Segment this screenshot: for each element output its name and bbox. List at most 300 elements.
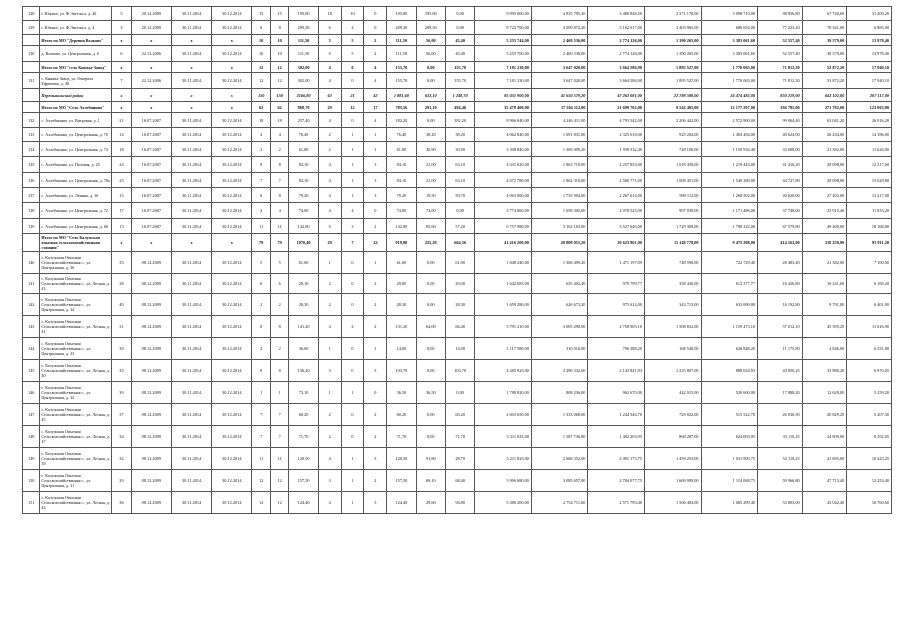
- table-row: [23, 448, 892, 470]
- table-cell: x: [212, 102, 252, 113]
- table-cell: 318 250,90: [802, 234, 847, 252]
- table-cell: 38 579,00: [802, 46, 847, 62]
- table-cell: 30.12.2014: [212, 142, 252, 157]
- table-cell: 67 740,60: [802, 7, 847, 21]
- table-cell: 1 248,70: [445, 89, 474, 102]
- table-cell: 29: [318, 234, 341, 252]
- table-cell: 7: [252, 404, 270, 426]
- table-cell: 2: [318, 274, 341, 294]
- table-cell: 1 776 065,00: [701, 62, 758, 73]
- table-cell: 7: [252, 173, 270, 188]
- table-cell: 0: [341, 274, 364, 294]
- table-cell: 3: [364, 173, 387, 188]
- table-cell: 11 616,90: [847, 316, 892, 338]
- table-cell: 2: [364, 35, 387, 46]
- table-cell: 0: [364, 21, 387, 35]
- table-cell: 520 600,00: [701, 382, 758, 404]
- table-cell: 137: [23, 188, 40, 203]
- table-row: [23, 219, 892, 234]
- table-cell: x: [131, 234, 171, 252]
- table-cell: 143: [23, 316, 40, 338]
- table-cell: 0: [341, 338, 364, 360]
- table-cell: 29,10: [289, 274, 318, 294]
- table-cell: 925 204,00: [644, 128, 701, 142]
- table-cell: 13: [112, 219, 132, 234]
- table-cell: 30.11.2014: [171, 142, 211, 157]
- table-cell: 52 872,20: [802, 62, 847, 73]
- table-cell: 103,70: [387, 360, 416, 382]
- table-cell: 30.12.2014: [212, 360, 252, 382]
- table-cell: x: [112, 234, 132, 252]
- table-cell: 5: [341, 35, 364, 46]
- table-cell: 2 668 352,00: [531, 448, 588, 470]
- table-cell: 11: [270, 448, 288, 470]
- address-cell: с. Калужская Опытная Сельскохозяйственная с., ул. Лесная, д. 43: [40, 274, 112, 294]
- table-cell: 494,46: [445, 102, 474, 113]
- table-cell: 1 268 502,00: [701, 188, 758, 203]
- table-cell: 131: [23, 73, 40, 89]
- table-cell: 1 459 253,00: [644, 448, 701, 470]
- table-cell: x: [171, 234, 211, 252]
- table-cell: 155,70: [445, 62, 474, 73]
- table-cell: 1: [341, 142, 364, 157]
- table-cell: 62: [270, 102, 288, 113]
- table-cell: 4: [318, 173, 341, 188]
- table-cell: 60,20: [387, 404, 416, 426]
- address-cell: Итого по МО "Село Калужская опытная сельскохозяйственная станция": [40, 234, 112, 252]
- table-cell: 3 162 163,00: [531, 219, 588, 234]
- table-cell: 08.12.2009: [131, 274, 171, 294]
- table-cell: 71 812,30: [758, 73, 803, 89]
- table-cell: 2: [270, 142, 288, 157]
- table-cell: 1: [252, 382, 270, 404]
- table-cell: 2: [364, 274, 387, 294]
- table-cell: 748 100,00: [644, 142, 701, 157]
- table-cell: 796 388,20: [588, 338, 645, 360]
- table-row: [23, 382, 892, 404]
- table-cell: 3: [364, 360, 387, 382]
- table-cell: 29 098,00: [802, 173, 847, 188]
- table-cell: 53 803,00: [758, 492, 803, 514]
- address-cell: г. Южное, ул. Ф.Энгельса, д. 46: [40, 7, 112, 21]
- table-cell: 0: [341, 62, 364, 73]
- table-cell: 30.12.2014: [212, 470, 252, 492]
- table-cell: 0,00: [416, 360, 445, 382]
- table-cell: 139: [23, 219, 40, 234]
- table-cell: 84,10: [289, 157, 318, 173]
- table-cell: 633,10: [416, 89, 445, 102]
- table-cell: 130: [23, 46, 40, 62]
- table-cell: 195,80: [289, 7, 318, 21]
- table-cell: [23, 62, 40, 73]
- table-cell: 31: [112, 316, 132, 338]
- table-cell: 148: [23, 426, 40, 448]
- table-cell: 2: [318, 142, 341, 157]
- table-cell: 0: [341, 360, 364, 382]
- table-cell: 1 117 580,00: [475, 338, 532, 360]
- table-cell: 12: [270, 470, 288, 492]
- table-cell: 76,40: [289, 128, 318, 142]
- table-cell: 4 509 872,20: [531, 21, 588, 35]
- table-cell: 4: [341, 203, 364, 219]
- table-cell: 3 383 061,60: [701, 46, 758, 62]
- table-cell: 111,50: [387, 46, 416, 62]
- table-cell: 4: [364, 113, 387, 128]
- table-row: [23, 157, 892, 173]
- table-cell: 5: [270, 252, 288, 274]
- table-cell: 08.12.2009: [131, 448, 171, 470]
- table-cell: 5: [341, 46, 364, 62]
- table-cell: 868,70: [289, 102, 318, 113]
- table-cell: 2: [252, 142, 270, 157]
- table-cell: 18: [252, 113, 270, 128]
- table-cell: 3 527 649,00: [588, 219, 645, 234]
- table-cell: 140: [23, 252, 40, 274]
- table-cell: 2 267 614,00: [588, 188, 645, 203]
- table-cell: 150: [252, 89, 270, 102]
- table-cell: 30.12.2014: [212, 73, 252, 89]
- table-cell: 1 390 265,00: [644, 46, 701, 62]
- table-cell: 08.12.2009: [131, 382, 171, 404]
- table-cell: 999 112,00: [644, 188, 701, 203]
- table-cell: 12: [252, 62, 270, 73]
- table-cell: 1 881,60: [387, 89, 416, 102]
- table-row: [23, 142, 892, 157]
- table-cell: 722 729,40: [701, 252, 758, 274]
- address-cell: с. Калужская Опытная Сельскохозяйственная с., ул. Лесная, д. 39: [40, 448, 112, 470]
- table-cell: 3 098 710,00: [701, 7, 758, 21]
- table-cell: 2 371 178,00: [644, 7, 701, 21]
- table-cell: 138: [23, 203, 40, 219]
- table-cell: 2 566 771,00: [588, 173, 645, 188]
- table-cell: 1 369 499,20: [531, 142, 588, 157]
- table-cell: 142,80: [289, 219, 318, 234]
- table-cell: 42: [364, 89, 387, 102]
- table-cell: 2: [270, 294, 288, 316]
- table-cell: 30.11.2014: [171, 46, 211, 62]
- address-cell: с. Княжье Завод, ул. Генерала Ефремова, д. 48: [40, 73, 112, 89]
- table-cell: 39: [112, 382, 132, 404]
- table-cell: 13 217,00: [847, 188, 892, 203]
- table-cell: 3: [364, 448, 387, 470]
- table-cell: 61,80: [387, 142, 416, 157]
- table-cell: 28,70: [445, 448, 474, 470]
- table-cell: 2: [252, 338, 270, 360]
- table-cell: 1 219 443,00: [701, 157, 758, 173]
- table-cell: 56,00: [416, 46, 445, 62]
- table-cell: 3 774 860,00: [475, 203, 532, 219]
- table-cell: 1: [270, 382, 288, 404]
- table-cell: 2 296 332,00: [531, 360, 588, 382]
- table-cell: 08.12.2009: [131, 426, 171, 448]
- table-cell: 0,00: [416, 252, 445, 274]
- table-cell: 61,80: [289, 142, 318, 157]
- table-cell: 3 647 020,00: [531, 62, 588, 73]
- table-cell: 24: [112, 157, 132, 173]
- table-cell: 1 658 305,00: [531, 203, 588, 219]
- table-cell: 33 110,25: [758, 426, 803, 448]
- table-cell: 85,60: [416, 219, 445, 234]
- table-cell: 4: [318, 448, 341, 470]
- table-cell: 71,70: [387, 426, 416, 448]
- table-cell: 1 587 736,80: [531, 426, 588, 448]
- table-row: [23, 113, 892, 128]
- table-cell: 2 774 126,00: [588, 46, 645, 62]
- table-cell: 30.11.2014: [171, 73, 211, 89]
- table-cell: 136,20: [289, 360, 318, 382]
- table-cell: 30.11.2014: [171, 274, 211, 294]
- table-cell: 209,30: [289, 21, 318, 35]
- table-cell: 16 192,80: [758, 294, 803, 316]
- table-cell: 15: [112, 188, 132, 203]
- table-cell: 36,50: [416, 382, 445, 404]
- table-cell: 17 584 112,00: [531, 102, 588, 113]
- table-cell: 0: [364, 7, 387, 21]
- subtotal-row: [23, 35, 892, 46]
- table-cell: 4: [252, 203, 270, 219]
- table-cell: 4 246 411,00: [531, 113, 588, 128]
- table-cell: 30.11.2014: [171, 173, 211, 188]
- table-cell: 16 426,80: [758, 274, 803, 294]
- table-cell: 3 005 290,00: [531, 316, 588, 338]
- table-cell: x: [212, 35, 252, 46]
- table-cell: 149: [23, 448, 40, 470]
- table-cell: 14,00: [445, 338, 474, 360]
- table-cell: 2 469 536,00: [531, 46, 588, 62]
- table-cell: 1 244 544,70: [588, 404, 645, 426]
- table-cell: 142: [23, 294, 40, 316]
- table-cell: 2 754 711,60: [531, 492, 588, 514]
- table-cell: 3 480 848,50: [588, 7, 645, 21]
- table-cell: 8: [270, 316, 288, 338]
- table-cell: 129: [23, 21, 40, 35]
- table-cell: 12: [270, 73, 288, 89]
- table-cell: 52 557,40: [758, 46, 803, 62]
- table-cell: 28 483,40: [758, 252, 803, 274]
- table-cell: 141: [23, 274, 40, 294]
- table-cell: x: [171, 35, 211, 46]
- table-cell: 2: [364, 46, 387, 62]
- table-cell: 30.11.2014: [171, 128, 211, 142]
- table-cell: x: [112, 102, 132, 113]
- table-cell: 16.07.2007: [131, 113, 171, 128]
- table-cell: 1 031 909,75: [701, 448, 758, 470]
- table-cell: 21 699 702,00: [588, 102, 645, 113]
- table-cell: 4 793 542,00: [588, 113, 645, 128]
- table-cell: 17 888,20: [758, 382, 803, 404]
- table-cell: 08.12.2009: [131, 252, 171, 274]
- table-cell: 664,56: [445, 234, 474, 252]
- table-cell: 1: [364, 142, 387, 157]
- table-cell: x: [131, 35, 171, 46]
- table-cell: 7: [270, 404, 288, 426]
- table-cell: 30.11.2014: [171, 21, 211, 35]
- table-cell: 30.11.2014: [171, 382, 211, 404]
- table-cell: 358 436,00: [644, 274, 701, 294]
- table-cell: 35: [112, 252, 132, 274]
- table-cell: 56,00: [416, 35, 445, 46]
- table-cell: 30.11.2014: [171, 470, 211, 492]
- table-cell: 30.12.2014: [212, 274, 252, 294]
- table-row: [23, 404, 892, 426]
- table-cell: 0,00: [416, 294, 445, 316]
- table-cell: 8: [252, 157, 270, 173]
- table-cell: 30.12.2014: [212, 157, 252, 173]
- table-cell: 26 016,20: [847, 113, 892, 128]
- address-cell: Итого по МО "Село Ахлебинино": [40, 102, 112, 113]
- table-cell: 30.11.2014: [171, 360, 211, 382]
- table-cell: 12 253,40: [847, 470, 892, 492]
- table-cell: 2 571 793,40: [588, 492, 645, 514]
- table-cell: 33 880,20: [802, 360, 847, 382]
- table-cell: 30.12.2014: [212, 294, 252, 316]
- address-cell: д. Волково, ул. Центральная, д. 6: [40, 46, 112, 62]
- table-cell: 10: [252, 35, 270, 46]
- table-cell: 17: [112, 203, 132, 219]
- table-cell: x: [131, 89, 171, 102]
- table-cell: 1 114 068,75: [701, 470, 758, 492]
- table-cell: 74,00: [289, 203, 318, 219]
- table-cell: 10 241,60: [802, 274, 847, 294]
- table-cell: 41 416 200,00: [475, 234, 532, 252]
- table-cell: 5: [318, 219, 341, 234]
- table-cell: 150: [270, 89, 288, 102]
- table-cell: 15: [270, 7, 288, 21]
- table-cell: 30.12.2014: [212, 21, 252, 35]
- table-cell: 6: [270, 274, 288, 294]
- table-cell: 36: [112, 492, 132, 514]
- table-cell: 35 478 400,00: [475, 102, 532, 113]
- table-cell: 7 181 230,00: [475, 62, 532, 73]
- table-cell: 4: [341, 21, 364, 35]
- table-cell: 08.12.2009: [131, 492, 171, 514]
- table-cell: 2 403 965,00: [644, 21, 701, 35]
- table-cell: 6: [252, 274, 270, 294]
- table-cell: 1: [341, 157, 364, 173]
- table-cell: 9 475 208,00: [701, 234, 758, 252]
- table-cell: 144: [23, 338, 40, 360]
- table-cell: 3 311 025,00: [475, 426, 532, 448]
- table-row: [23, 7, 892, 21]
- table-cell: 34: [112, 426, 132, 448]
- table-cell: 3 162 617,00: [588, 21, 645, 35]
- table-cell: 11 626,00: [847, 142, 892, 157]
- table-row: [23, 274, 892, 294]
- table-cell: 14,00: [387, 338, 416, 360]
- table-cell: 0: [341, 426, 364, 448]
- table-cell: 2 774 126,00: [588, 35, 645, 46]
- table-cell: 40: [112, 294, 132, 316]
- table-cell: 2: [318, 404, 341, 426]
- table-cell: 30.11.2014: [171, 426, 211, 448]
- table-cell: 1 895 527,00: [644, 62, 701, 73]
- table-cell: 2 758 903,10: [588, 316, 645, 338]
- table-cell: 30.12.2014: [212, 404, 252, 426]
- table-cell: 12: [270, 492, 288, 514]
- table-cell: 18: [112, 142, 132, 157]
- table-cell: 99 064,40: [758, 113, 803, 128]
- table-cell: 9 722 700,00: [475, 21, 532, 35]
- table-cell: 5: [318, 46, 341, 62]
- table-cell: 4: [318, 73, 341, 89]
- table-cell: 145: [23, 360, 40, 382]
- table-cell: 302,00: [289, 73, 318, 89]
- table-row: [23, 426, 892, 448]
- table-cell: 888 034,93: [701, 360, 758, 382]
- table-cell: 1: [318, 252, 341, 274]
- table-cell: 20 829,20: [802, 404, 847, 426]
- table-cell: 103,70: [445, 360, 474, 382]
- table-cell: 1 788 820,00: [475, 382, 532, 404]
- table-cell: 257,40: [289, 113, 318, 128]
- table-cell: 7 100,00: [847, 252, 892, 274]
- table-cell: 1: [341, 492, 364, 514]
- table-cell: 0,00: [445, 382, 474, 404]
- table-cell: 12 177 297,00: [701, 102, 758, 113]
- table-cell: 6: [318, 21, 341, 35]
- table-cell: 57 012,10: [758, 316, 803, 338]
- table-cell: 30.11.2014: [171, 219, 211, 234]
- table-cell: 1 159 473,10: [701, 316, 758, 338]
- table-cell: 30.12.2014: [212, 426, 252, 448]
- table-cell: 79: [252, 234, 270, 252]
- registry-sheet: [22, 6, 892, 634]
- table-cell: 2: [364, 470, 387, 492]
- table-cell: 38: [112, 274, 132, 294]
- table-cell: 41 416,20: [758, 157, 803, 173]
- table-cell: 8: [252, 21, 270, 35]
- table-cell: 5 259,20: [847, 382, 892, 404]
- table-cell: 686 654,00: [701, 21, 758, 35]
- table-cell: 4: [318, 203, 341, 219]
- table-cell: 209,30: [387, 21, 416, 35]
- table-cell: 2: [364, 219, 387, 234]
- table-cell: 63: [318, 89, 341, 102]
- table-cell: 30.11.2014: [171, 157, 211, 173]
- table-cell: 3: [364, 157, 387, 173]
- address-cell: г. Южное, ул. Ф.Энгельса, д. 4: [40, 21, 112, 35]
- table-cell: 6 401,00: [847, 294, 892, 316]
- table-cell: 17 940,10: [847, 62, 892, 73]
- table-cell: 22.12.2006: [131, 46, 171, 62]
- table-cell: 1: [341, 470, 364, 492]
- table-cell: 21: [341, 89, 364, 102]
- table-cell: 635 402,40: [531, 274, 588, 294]
- table-cell: 20 623 961,00: [588, 234, 645, 252]
- table-cell: 2 078 525,00: [588, 203, 645, 219]
- table-cell: 111,50: [387, 35, 416, 46]
- table-cell: 1 895 527,00: [644, 73, 701, 89]
- table-cell: 2: [270, 338, 288, 360]
- table-cell: 22: [364, 234, 387, 252]
- table-cell: 141,20: [289, 316, 318, 338]
- table-cell: 6: [112, 46, 132, 62]
- address-cell: Перемышльский район: [40, 89, 112, 102]
- table-cell: 4: [318, 62, 341, 73]
- address-cell: с. Калужская Опытная Сельскохозяйственная с., ул. Центральная, д. 33: [40, 338, 112, 360]
- table-cell: 10 760,60: [847, 492, 892, 514]
- table-cell: 30.12.2014: [212, 188, 252, 203]
- table-cell: 43 042,40: [802, 492, 847, 514]
- table-cell: 30.12.2014: [212, 219, 252, 234]
- address-cell: с. Калужская Опытная Сельскохозяйственная с., ул. Центральная, д. 32: [40, 382, 112, 404]
- table-cell: 16.07.2007: [131, 219, 171, 234]
- table-cell: 124,40: [387, 492, 416, 514]
- table-cell: 30.12.2014: [212, 316, 252, 338]
- table-row: [23, 338, 892, 360]
- table-row: [23, 360, 892, 382]
- table-cell: 47 263 081,00: [588, 89, 645, 102]
